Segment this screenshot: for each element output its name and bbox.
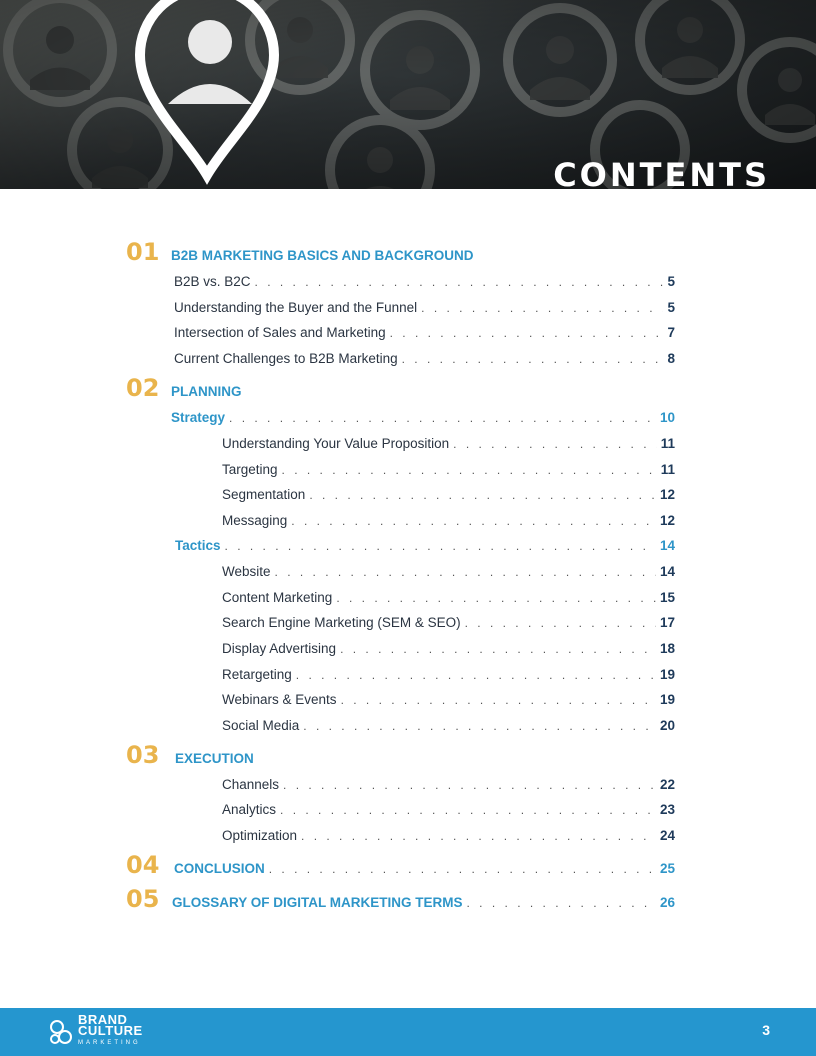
entry-label: Website (222, 564, 271, 579)
leader-dots (225, 539, 656, 553)
toc-entry[interactable] (222, 615, 675, 630)
toc-entry[interactable] (222, 777, 675, 792)
footer-bar (0, 1008, 816, 1056)
entry-label: Webinars & Events (222, 692, 337, 707)
leader-dots (402, 352, 664, 366)
entry-label: Display Advertising (222, 641, 337, 656)
section-number: 02 (126, 374, 160, 402)
brand-logo-icon (48, 1017, 74, 1047)
leader-dots (229, 411, 656, 425)
entry-label: Intersection of Sales and Marketing (174, 325, 386, 340)
page-number: 3 (762, 1022, 770, 1038)
leader-dots (283, 778, 656, 792)
entry-page: 5 (667, 274, 675, 289)
leader-dots (303, 719, 656, 733)
section-title: GLOSSARY OF DIGITAL MARKETING TERMS (172, 895, 463, 910)
toc-entry[interactable] (222, 590, 675, 605)
toc-section-2[interactable] (171, 384, 675, 399)
entry-page: 24 (659, 828, 675, 843)
leader-dots (453, 437, 657, 451)
toc-entry[interactable] (174, 274, 675, 289)
entry-label: Social Media (222, 718, 300, 733)
entry-page: 14 (659, 564, 675, 579)
toc-entry[interactable] (222, 718, 675, 733)
leader-dots (336, 591, 656, 605)
toc-entry[interactable] (222, 802, 675, 817)
section-number: 03 (126, 741, 160, 769)
header-banner (0, 0, 816, 189)
section-number: 05 (126, 885, 160, 913)
section-title: CONCLUSION (174, 861, 265, 876)
section-number: 04 (126, 851, 160, 879)
entry-page: 10 (659, 410, 675, 425)
toc-section-3[interactable] (175, 751, 675, 766)
leader-dots (301, 829, 656, 843)
toc-entry[interactable] (222, 641, 675, 656)
leader-dots (296, 668, 656, 682)
leader-dots (340, 642, 656, 656)
entry-page: 7 (667, 325, 675, 340)
leader-dots (309, 488, 656, 502)
entry-label: Understanding the Buyer and the Funnel (174, 300, 418, 315)
entry-label: B2B vs. B2C (174, 274, 251, 289)
entry-page: 15 (659, 590, 675, 605)
leader-dots (255, 275, 664, 289)
toc-entry[interactable] (222, 564, 675, 579)
toc-entry[interactable] (222, 667, 675, 682)
toc-entry[interactable] (222, 436, 675, 451)
toc-entry[interactable] (222, 462, 675, 477)
entry-page: 17 (659, 615, 675, 630)
leader-dots (421, 301, 663, 315)
entry-label: Search Engine Marketing (SEM & SEO) (222, 615, 461, 630)
toc-entry[interactable] (222, 692, 675, 707)
brand-logo (48, 1014, 143, 1049)
leader-dots (275, 565, 656, 579)
entry-label: Targeting (222, 462, 278, 477)
section-title: B2B MARKETING BASICS AND BACKGROUND (171, 248, 474, 263)
toc-entry[interactable] (222, 513, 675, 528)
section-page: 25 (659, 861, 675, 876)
section-title: EXECUTION (175, 751, 254, 766)
entry-label: Segmentation (222, 487, 306, 502)
entry-label: Tactics (175, 538, 221, 553)
entry-label: Optimization (222, 828, 298, 843)
entry-page: 12 (659, 513, 675, 528)
toc-subsection[interactable] (171, 410, 675, 425)
entry-page: 18 (659, 641, 675, 656)
toc-entry[interactable] (222, 487, 675, 502)
entry-label: Current Challenges to B2B Marketing (174, 351, 398, 366)
section-number: 01 (126, 238, 160, 266)
toc-entry[interactable] (174, 325, 675, 340)
entry-label: Content Marketing (222, 590, 333, 605)
entry-page: 14 (659, 538, 675, 553)
brand-name-line3: MARKETING (78, 1040, 141, 1046)
entry-page: 19 (659, 692, 675, 707)
section-page: 26 (659, 895, 675, 910)
leader-dots (465, 616, 656, 630)
entry-page: 23 (659, 802, 675, 817)
page-title: CONTENTS (553, 156, 770, 189)
leader-dots (282, 463, 657, 477)
leader-dots (269, 862, 656, 876)
toc-subsection[interactable] (175, 538, 675, 553)
brand-name-line2: CULTURE (78, 1023, 143, 1038)
entry-page: 12 (659, 487, 675, 502)
brand-name-line1: BRAND (78, 1012, 128, 1027)
leader-dots (291, 514, 656, 528)
entry-page: 20 (659, 718, 675, 733)
entry-page: 11 (660, 462, 675, 477)
entry-label: Understanding Your Value Proposition (222, 436, 450, 451)
leader-dots (341, 693, 656, 707)
entry-label: Retargeting (222, 667, 292, 682)
toc-section-5[interactable] (172, 895, 675, 910)
toc-entry[interactable] (174, 300, 675, 315)
toc-entry[interactable] (222, 828, 675, 843)
leader-dots (390, 326, 664, 340)
entry-page: 11 (660, 436, 675, 451)
leader-dots (467, 896, 656, 910)
entry-page: 22 (659, 777, 675, 792)
section-title: PLANNING (171, 384, 242, 399)
toc-section-4[interactable] (174, 861, 675, 876)
leader-dots (280, 803, 656, 817)
toc-entry[interactable] (174, 351, 675, 366)
entry-page: 5 (667, 300, 675, 315)
entry-label: Analytics (222, 802, 277, 817)
toc-section-1[interactable] (171, 248, 675, 263)
entry-label: Channels (222, 777, 280, 792)
entry-label: Messaging (222, 513, 288, 528)
entry-page: 19 (659, 667, 675, 682)
entry-page: 8 (667, 351, 675, 366)
entry-label: Strategy (171, 410, 226, 425)
